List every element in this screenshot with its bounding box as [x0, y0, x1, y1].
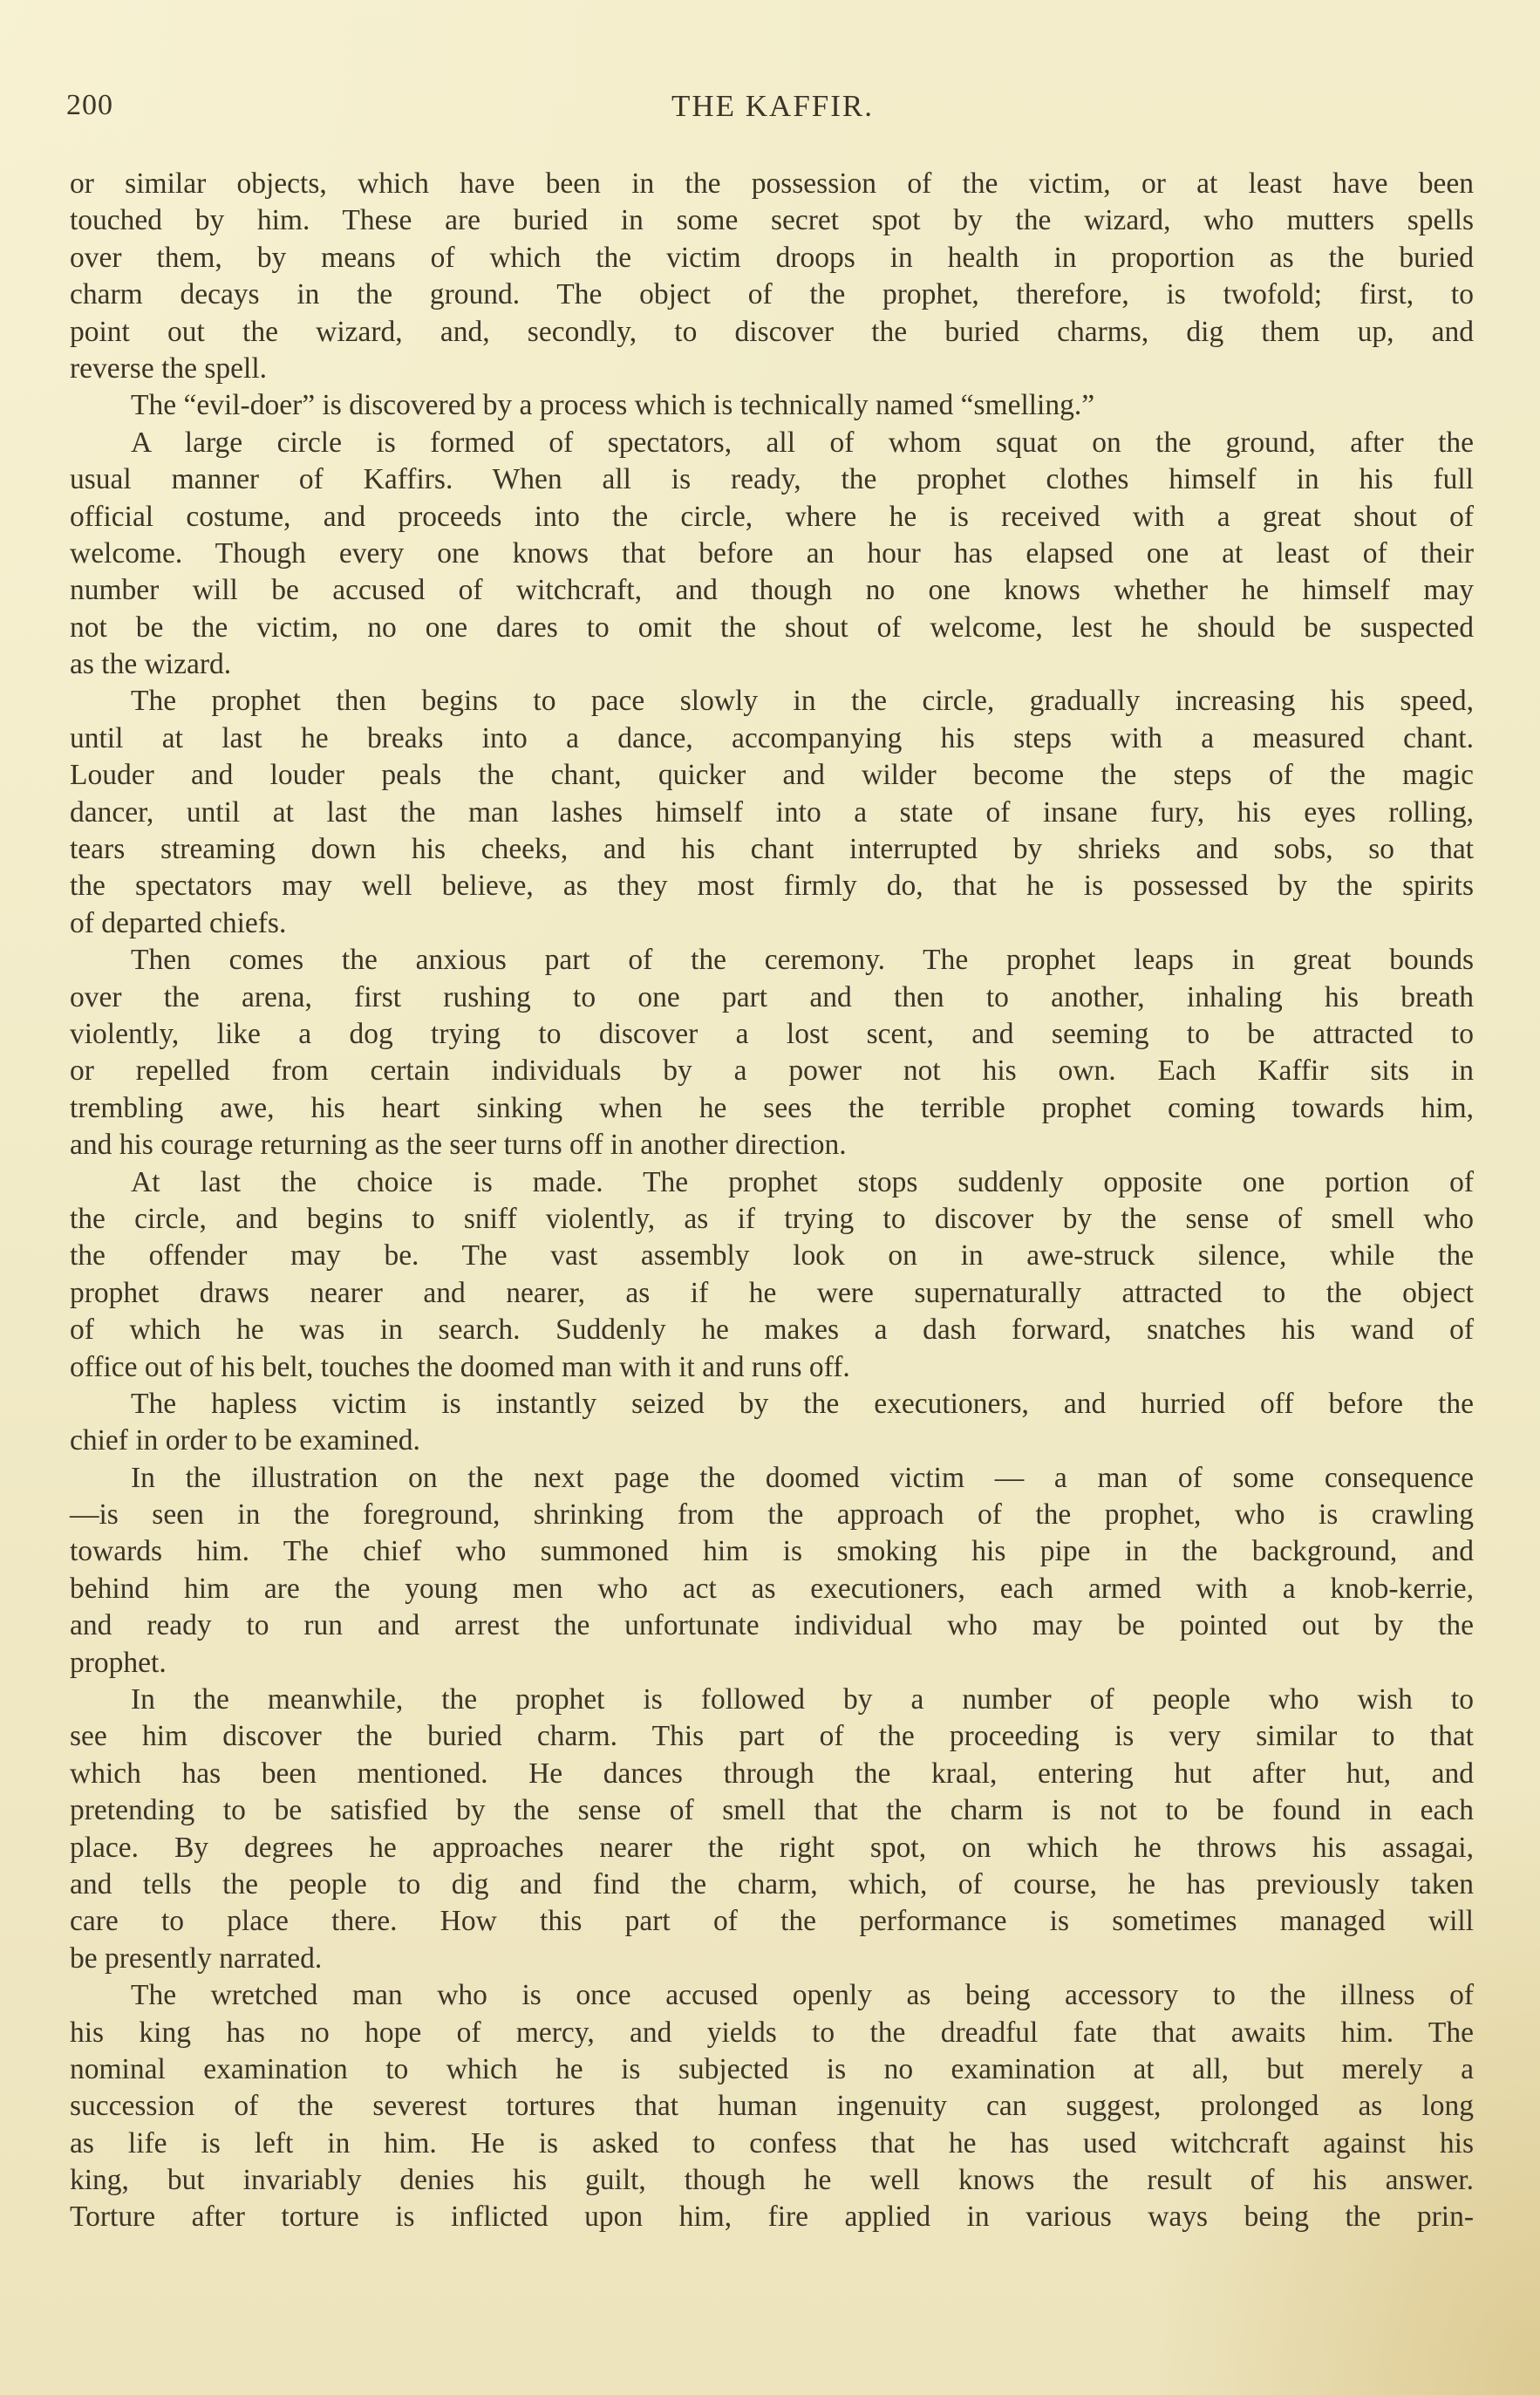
text-line: succession of the severest tortures that human ingenuity can suggest, prolonged as long	[70, 2090, 1474, 2123]
text-line: point out the wizard, and, secondly, to discover the buried charms, dig them up, and	[70, 315, 1474, 348]
text-line: In the meanwhile, the prophet is followed by a number of people who wish to	[131, 1683, 1474, 1716]
text-line: the spectators may well believe, as they most firmly do, that he is possessed by the spirits	[70, 870, 1474, 903]
text-line: A large circle is formed of spectators, all of whom squat on the ground, after the	[131, 426, 1474, 459]
text-line: over them, by means of which the victim droops in health in proportion as the buried	[70, 241, 1474, 274]
text-line: until at last he breaks into a dance, accompanying his steps with a measured chant.	[70, 721, 1474, 754]
text-line: usual manner of Kaffirs. When all is ready, the prophet clothes himself in his full	[70, 463, 1474, 496]
paragraph	[70, 1386, 1474, 1460]
paragraph	[70, 1164, 1474, 1386]
paragraph	[70, 1977, 1474, 2236]
text-line: dancer, until at last the man lashes himself into a state of insane fury, his eyes rolling,	[70, 795, 1474, 829]
text-line: tears streaming down his cheeks, and his chant interrupted by shrieks and sobs, so that	[70, 833, 1474, 866]
text-line: charm decays in the ground. The object of the prophet, therefore, is twofold; first, to	[70, 278, 1474, 311]
paragraph	[70, 1682, 1474, 1977]
text-line: Torture after torture is inflicted upon him, fire applied in various ways being the prin-	[70, 2201, 1474, 2234]
text-line: violently, like a dog trying to discover a lost scent, and seeming to be attracted to	[70, 1017, 1474, 1050]
text-line: —is seen in the foreground, shrinking from the approach of the prophet, who is crawling	[70, 1498, 1474, 1532]
paragraph	[70, 683, 1474, 942]
text-line: welcome. Though every one knows that before an hour has elapsed one at least of their	[70, 536, 1474, 570]
paragraph	[70, 942, 1474, 1163]
text-line: chief in order to be examined.	[70, 1424, 420, 1457]
text-line: of departed chiefs.	[70, 906, 287, 939]
text-line: of which he was in search. Suddenly he makes a dash forward, snatches his wand of	[70, 1313, 1474, 1347]
text-line: king, but invariably denies his guilt, though he well knows the result of his answer.	[70, 2164, 1474, 2197]
text-line: prophet.	[70, 1646, 167, 1679]
page-number: 200	[66, 89, 113, 121]
text-line: see him discover the buried charm. This part of the proceeding is very similar to that	[70, 1720, 1474, 1753]
text-line: and ready to run and arrest the unfortunate individual who may be pointed out by the	[70, 1609, 1474, 1642]
text-line: behind him are the young men who act as executioners, each armed with a knob-kerrie,	[70, 1572, 1474, 1605]
text-line: Louder and louder peals the chant, quicker and wilder become the steps of the magic	[70, 759, 1474, 792]
text-line: The prophet then begins to pace slowly in the circle, gradually increasing his speed,	[131, 685, 1474, 718]
text-line: pretending to be satisfied by the sense of smell that the charm is not to be found in each	[70, 1794, 1474, 1827]
text-line: number will be accused of witchcraft, and though no one knows whether he himself may	[70, 574, 1474, 607]
text-line: office out of his belt, touches the doomed man with it and runs off.	[70, 1350, 850, 1383]
text-line: and his courage returning as the seer turns off in another direction.	[70, 1129, 847, 1162]
text-line: the offender may be. The vast assembly look on in awe-struck silence, while the	[70, 1239, 1474, 1273]
text-line: touched by him. These are buried in some secret spot by the wizard, who mutters spells	[70, 204, 1474, 237]
text-line: In the illustration on the next page the doomed victim — a man of some consequence	[131, 1461, 1474, 1494]
text-line: as life is left in him. He is asked to confess that he has used witchcraft against his	[70, 2126, 1474, 2160]
running-head	[66, 89, 1479, 133]
text-line: official costume, and proceeds into the circle, where he is received with a great shout of	[70, 500, 1474, 533]
text-line: place. By degrees he approaches nearer the right spot, on which he throws his assagai,	[70, 1831, 1474, 1864]
text-line: be presently narrated.	[70, 1941, 323, 1975]
text-line: over the arena, first rushing to one part and then to another, inhaling his breath	[70, 980, 1474, 1013]
text-line: or similar objects, which have been in the possession of the victim, or at least have been	[70, 167, 1474, 200]
text-line: his king has no hope of mercy, and yields to the dreadful fate that awaits him. The	[70, 2016, 1474, 2049]
text-line: The wretched man who is once accused openly as being accessory to the illness of	[131, 1979, 1474, 2012]
text-line: reverse the spell.	[70, 351, 268, 385]
paragraph	[70, 166, 1474, 387]
text-line: not be the victim, no one dares to omit the shout of welcome, lest he should be suspected	[70, 611, 1474, 644]
book-title: THE KAFFIR.	[671, 89, 875, 123]
paragraph	[70, 425, 1474, 684]
paragraph	[70, 1460, 1474, 1682]
text-line: which has been mentioned. He dances through the kraal, entering hut after hut, and	[70, 1757, 1474, 1790]
text-line: and tells the people to dig and find the charm, which, of course, he has previously taken	[70, 1867, 1474, 1900]
text-line: trembling awe, his heart sinking when he sees the terrible prophet coming towards him,	[70, 1091, 1474, 1124]
paragraph	[70, 387, 1474, 424]
body-text	[70, 166, 1474, 2236]
text-line: or repelled from certain individuals by a power not his own. Each Kaffir sits in	[70, 1054, 1474, 1088]
text-line: Then comes the anxious part of the ceremony. The prophet leaps in great bounds	[131, 944, 1474, 977]
text-line: The hapless victim is instantly seized by the executioners, and hurried off before the	[131, 1387, 1474, 1420]
text-line: nominal examination to which he is subjected is no examination at all, but merely a	[70, 2052, 1474, 2085]
text-line: At last the choice is made. The prophet stops suddenly opposite one portion of	[131, 1165, 1474, 1198]
text-line: care to place there. How this part of the performance is sometimes managed will	[70, 1905, 1474, 1938]
text-line: The “evil-doer” is discovered by a process which is technically named “smelling.”	[131, 389, 1095, 422]
text-line: as the wizard.	[70, 648, 232, 681]
text-line: prophet draws nearer and nearer, as if he were supernaturally attracted to the object	[70, 1276, 1474, 1309]
text-line: towards him. The chief who summoned him is smoking his pipe in the background, and	[70, 1535, 1474, 1568]
text-line: the circle, and begins to sniff violently, as if trying to discover by the sense of smell who	[70, 1202, 1474, 1235]
